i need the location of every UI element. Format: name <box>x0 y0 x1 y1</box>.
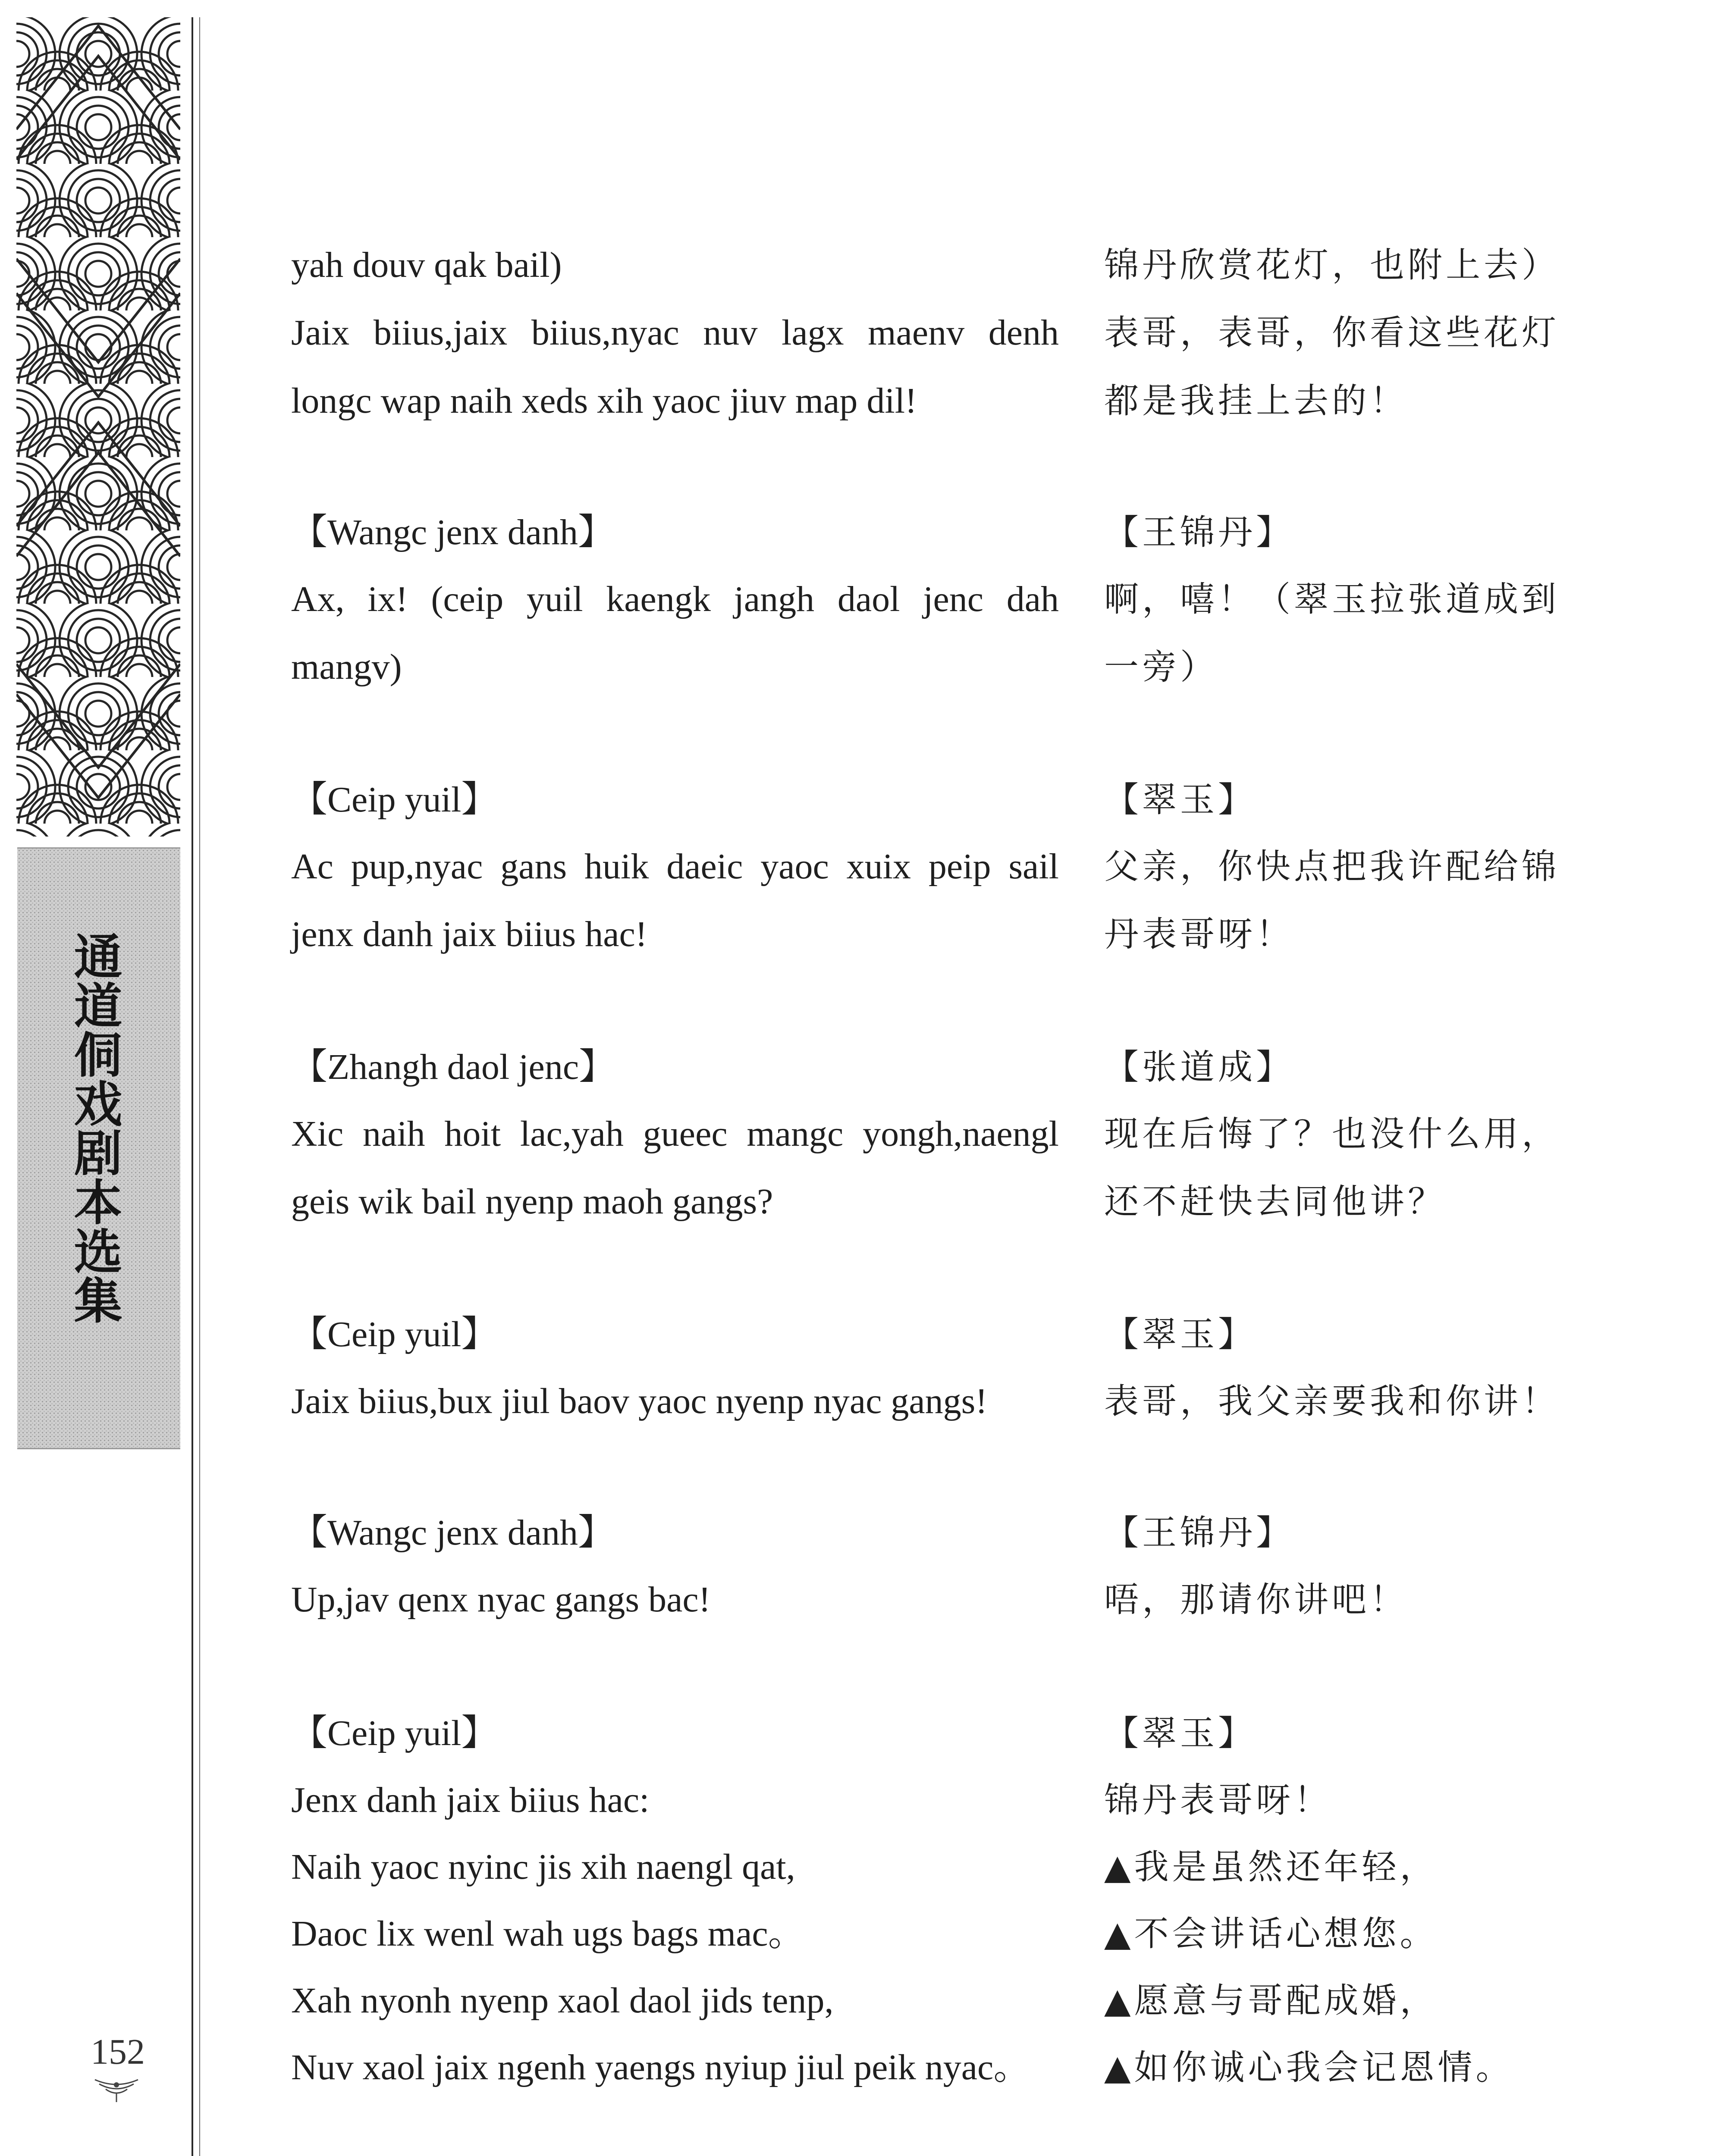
ornament-icon <box>93 2076 140 2104</box>
roman-line: Jaix biius,jaix biius,nyac nuv lagx maenv denh <box>291 313 1059 353</box>
chinese-line: 啊，嘻！（翠玉拉张道成到 <box>1104 579 1560 619</box>
roman-line: geis wik bail nyenp maoh gangs? <box>291 1181 773 1222</box>
roman-line: Naih yaoc nyinc jis xih naengl qat, <box>291 1847 795 1887</box>
chinese-line: ▲如你诚心我会记恩情。 <box>1104 2047 1514 2087</box>
chinese-line: 还不赶快去同他讲？ <box>1104 1181 1446 1222</box>
speaker-name-zh: 【王锦丹】 <box>1104 512 1294 552</box>
speaker-name: 【Wangc jenx danh】 <box>291 1513 615 1553</box>
chinese-line: 表哥，我父亲要我和你讲！ <box>1104 1381 1560 1421</box>
chinese-line: 丹表哥呀！ <box>1104 914 1294 954</box>
decorative-wave-pattern <box>16 17 180 837</box>
roman-line: Up,jav qenx nyac gangs bac! <box>291 1579 711 1620</box>
chinese-line: ▲愿意与哥配成婚， <box>1104 1981 1438 2021</box>
speaker-name-zh: 【王锦丹】 <box>1104 1513 1294 1553</box>
roman-line: Daoc lix wenl wah ugs bags mac。 <box>291 1914 804 1954</box>
speaker-name-zh: 【翠玉】 <box>1104 1713 1256 1753</box>
roman-line: mangv) <box>291 647 402 687</box>
roman-line: Xic naih hoit lac,yah gueec mangc yongh,naengl <box>291 1114 1059 1154</box>
speaker-name: 【Ceip yuil】 <box>291 1314 498 1354</box>
chinese-line: 表哥，表哥，你看这些花灯 <box>1104 313 1560 353</box>
speaker-name-zh: 【张道成】 <box>1104 1047 1294 1087</box>
speaker-name: 【Ceip yuil】 <box>291 780 498 820</box>
speaker-name: 【Ceip yuil】 <box>291 1713 498 1753</box>
margin-rule-thin <box>199 17 200 2156</box>
speaker-name-zh: 【翠玉】 <box>1104 1314 1256 1354</box>
roman-line: Jaix biius,bux jiul baov yaoc nyenp nyac gangs! <box>291 1381 988 1421</box>
chinese-line: 锦丹欣赏花灯，也附上去） <box>1104 245 1560 285</box>
speaker-name-zh: 【翠玉】 <box>1104 780 1256 820</box>
chinese-line: ▲我是虽然还年轻， <box>1104 1847 1438 1887</box>
roman-line: Nuv xaol jaix ngenh yaengs nyiup jiul peik nyac。 <box>291 2047 1030 2087</box>
roman-line: longc wap naih xeds xih yaoc jiuv map dil! <box>291 381 917 421</box>
chinese-line: 锦丹表哥呀！ <box>1104 1780 1332 1820</box>
chinese-line: 都是我挂上去的！ <box>1104 381 1408 421</box>
chinese-line: 父亲，你快点把我许配给锦 <box>1104 846 1560 887</box>
chinese-line: 一旁） <box>1104 647 1218 687</box>
chinese-line: 唔，那请你讲吧！ <box>1104 1579 1408 1620</box>
page-number: 152 <box>91 2032 145 2072</box>
book-title: 通道侗戏剧本选集 <box>66 931 122 1325</box>
roman-line: Jenx danh jaix biius hac: <box>291 1780 650 1820</box>
roman-line: jenx danh jaix biius hac! <box>291 914 647 954</box>
chinese-line: 现在后悔了？也没什么用， <box>1104 1114 1560 1154</box>
margin-rule <box>192 17 193 2156</box>
roman-line: Xah nyonh nyenp xaol daol jids tenp, <box>291 1981 834 2021</box>
roman-line: Ac pup,nyac gans huik daeic yaoc xuix peip sail <box>291 846 1059 887</box>
speaker-name: 【Wangc jenx danh】 <box>291 512 615 552</box>
speaker-name: 【Zhangh daol jenc】 <box>291 1047 615 1087</box>
roman-line: Ax, ix! (ceip yuil kaengk jangh daol jenc dah <box>291 579 1059 619</box>
roman-line: yah douv qak bail) <box>291 245 562 285</box>
chinese-line: ▲不会讲话心想您。 <box>1104 1914 1438 1954</box>
